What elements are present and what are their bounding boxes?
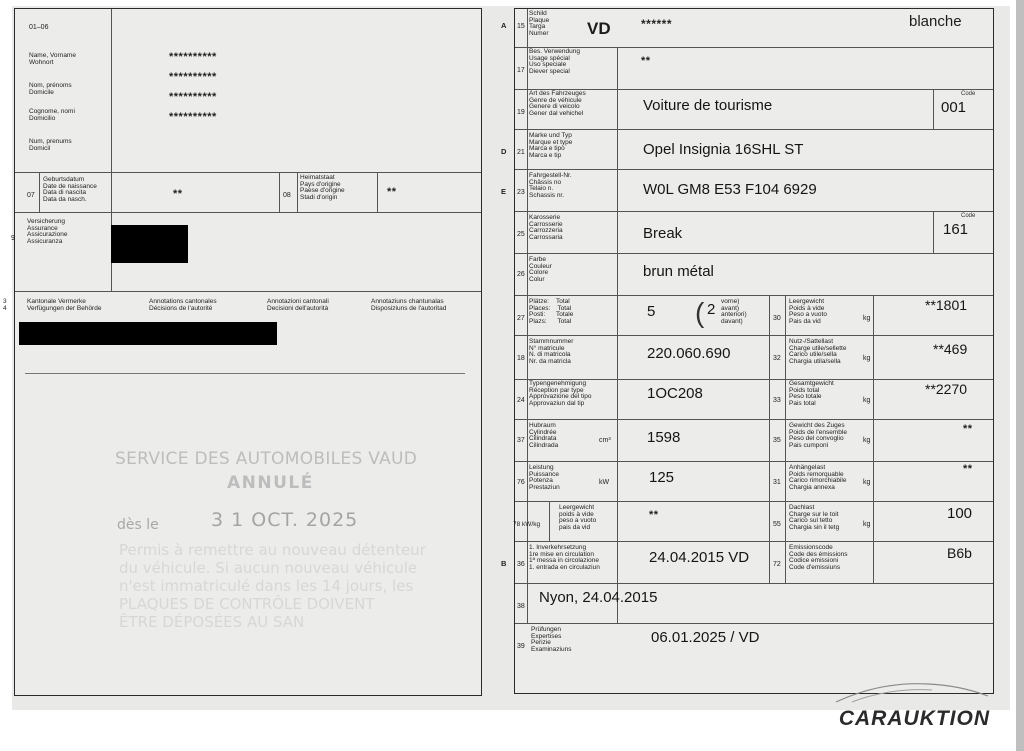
stamp-date: 3 1 OCT. 2025: [211, 509, 359, 531]
row27-number: 27: [517, 315, 525, 322]
row24-number: 24: [517, 397, 525, 404]
car-silhouette-icon: [832, 676, 992, 706]
emission-code-value: B6b: [947, 545, 972, 561]
seats-front-label: vorne) avant) anteriori) davant): [721, 298, 747, 325]
make-model-value: Opel Insignia 16SHL ST: [643, 141, 804, 158]
row76-number: 76: [517, 479, 525, 486]
row39-label: Prüfungen Expertises Perizie Examinaziuns: [531, 626, 572, 653]
row35-unit: kg: [863, 437, 871, 444]
faint-line-2: du véhicule. Si aucun nouveau véhicule: [119, 559, 418, 577]
annotation-col-rm: Annotaziuns chantunalas Disposiziuns de l'autoritad: [371, 298, 447, 312]
row33-label: Gesamtgewicht Poids total Peso totale Pais total: [789, 380, 834, 407]
row35-number: 35: [773, 437, 781, 444]
row37-unit: cm³: [599, 437, 611, 444]
row31-unit: kg: [863, 479, 871, 486]
row55-unit: kg: [863, 521, 871, 528]
row21-number: 21: [517, 149, 525, 156]
row30-unit: kg: [863, 315, 871, 322]
birth-value: **: [173, 188, 183, 200]
row30-label: Leergewicht Poids à vide Peso a vuoto Pais da vid: [789, 298, 827, 325]
row32-label: Nutz-/Sattellast Charge utile/sellette Carico utile/sella Chargia utila/sella: [789, 338, 847, 365]
row31-number: 31: [773, 479, 781, 486]
row32-unit: kg: [863, 355, 871, 362]
row21-label: Marke und Typ Marque et type Marca e tipo Marca e tip: [529, 132, 573, 159]
annotation-col-de: Kantonale Vermerke Verfügungen der Behörde: [27, 298, 102, 312]
letter-a: A: [501, 21, 507, 30]
row27-label: Plätze: Total Places: Total Posti: Totale Plazs: Total: [529, 298, 574, 325]
name-value: **********: [169, 51, 217, 63]
letter-b: B: [501, 559, 507, 568]
row76-label: Leistung Puissance Potenza Prestaziun: [529, 464, 560, 491]
row78-number: 78 kW/kg: [513, 521, 541, 528]
seats-bracket: (: [695, 297, 705, 328]
row38-number: 38: [517, 603, 525, 610]
cognome-label: Cognome, nomi Domicilio: [29, 108, 75, 122]
row33-unit: kg: [863, 397, 871, 404]
power-weight-value: **: [649, 509, 659, 521]
canton-value: VD: [587, 19, 611, 38]
annotation-redaction: [19, 322, 277, 345]
num-label: Num, prenums Domicil: [29, 138, 72, 152]
letter-d: D: [501, 147, 507, 156]
vertical-label: [0, 69, 1, 139]
faint-line-5: ÊTRE DÉPOSÉES AU SAN: [119, 613, 305, 631]
row76-unit: kW: [599, 479, 610, 486]
power-value: 125: [649, 469, 675, 486]
stamp-annule: ANNULÉ: [227, 473, 314, 493]
stamp-service: SERVICE DES AUTOMOBILES VAUD: [115, 449, 418, 469]
roof-load-value: 100: [947, 505, 973, 522]
insurance-number: 9: [11, 235, 15, 242]
row23-number: 23: [517, 189, 525, 196]
displacement-value: 1598: [647, 429, 681, 446]
birth-number: 07: [27, 192, 35, 199]
row72-label: Emissionscode Code des émissions Codice emissioni Code d'emissiuns: [789, 544, 848, 571]
body-code-label: Code: [961, 213, 976, 219]
plate-number: ******: [641, 17, 673, 31]
chassis-value: W0L GM8 E53 F104 6929: [643, 181, 817, 198]
vehicle-type-value: Voiture de tourisme: [643, 97, 773, 114]
birth-label: Geburtsdatum Date de naissance Data di nascita Data da nasch.: [43, 176, 97, 203]
faint-line-1: Permis à remettre au nouveau détenteur: [119, 541, 426, 559]
row18-number: 18: [517, 355, 525, 362]
stamp-date-label: dès le: [117, 517, 159, 533]
num-value: **********: [169, 111, 217, 123]
row32-number: 32: [773, 355, 781, 362]
first-registration-value: 24.04.2015 VD: [649, 549, 750, 566]
body-value: Break: [643, 225, 683, 242]
row26-label: Farbe Couleur Colore Colur: [529, 256, 552, 283]
ref-number: 01–06: [29, 24, 49, 31]
row15-number: 15: [517, 23, 525, 30]
vehicle-type-code-label: Code: [961, 91, 976, 97]
row55-number: 55: [773, 521, 781, 528]
type-approval-value: 1OC208: [647, 385, 703, 402]
row19-label: Art des Fahrzeuges Genre de véhicule Genere di veicolo Gener dal vehichel: [529, 90, 586, 117]
row25-label: Karosserie Carrosserie Carrozzeria Carrossaria: [529, 214, 563, 241]
payload-value: **469: [933, 341, 968, 357]
inspection-value: 06.01.2025 / VD: [651, 629, 760, 646]
row23-label: Fahrgestell-Nr. Châssis no Telaio n. Schassis nr.: [529, 172, 572, 199]
total-weight-value: **2270: [925, 381, 968, 397]
scan-edge: [1016, 0, 1024, 751]
row17-number: 17: [517, 67, 525, 74]
row17-label: Bes. Verwendung Usage spécial Uso speciale Diever special: [529, 48, 580, 75]
train-weight-value: **: [963, 423, 973, 435]
name-label: Name, Vorname Wohnort: [29, 52, 76, 66]
row35-label: Gewicht des Zuges Poids de l'ensemble Peso del convoglio Pais cumponì: [789, 422, 847, 449]
row36-number: 36: [517, 561, 525, 568]
body-code: 161: [943, 221, 969, 238]
faint-line-3: n'est immatriculé dans les 14 jours, les: [119, 577, 414, 595]
row55-label: Dachlast Charge sur le toit Carico sul tetto Chargia sin il tetg: [789, 504, 840, 531]
towing-value: **: [963, 463, 973, 475]
vehicle-type-code: 001: [941, 99, 967, 116]
row19-number: 19: [517, 109, 525, 116]
row18-label: Stammnummer N° matricule N. di matricola Nr. da matricla: [529, 338, 574, 365]
row31-label: Anhängelast Poids remorquable Carico rimorchiabile Chargia annexa: [789, 464, 847, 491]
nom-value: **********: [169, 71, 217, 83]
row26-number: 26: [517, 271, 525, 278]
row15-label: Schild Plaque Targa Numer: [529, 10, 550, 37]
vehicle-panel: [501, 8, 994, 694]
row72-number: 72: [773, 561, 781, 568]
seats-front: 2: [707, 301, 716, 318]
holder-panel: [3, 8, 482, 696]
row39-number: 39: [517, 643, 525, 650]
caraukt-logo: CARAUKTION: [838, 707, 990, 730]
seats-total: 5: [647, 303, 656, 320]
annotation-col-it: Annotazioni cantonali Decisioni dell'autorità: [267, 298, 329, 312]
row36-label: 1. Inverkehrsetzung 1re mise en circulation 1ª messa in circolazione 1. entrada en circulaziun: [529, 544, 600, 571]
origin-label: Heimatstaat Pays d'origine Paese d'origine Stadi d'origin: [300, 174, 345, 201]
insurance-label: Versicherung Assurance Assicurazione Assicuranza: [27, 218, 68, 245]
matricule-value: 220.060.690: [647, 345, 731, 362]
annotation-numbers: 3 4: [3, 298, 7, 312]
origin-number: 08: [283, 192, 291, 199]
color-value: brun métal: [643, 263, 714, 280]
place-date-value: Nyon, 24.04.2015: [539, 589, 658, 606]
faint-line-4: PLAQUES DE CONTRÔLE DOIVENT: [119, 595, 375, 613]
row24-label: Typengenehmigung Réception par type Approvazione del tipo Approvaziun dal tip: [529, 380, 592, 407]
insurance-redaction: [111, 225, 188, 263]
row37-label: Hubraum Cylindrée Cilindrata Cilindrada: [529, 422, 559, 449]
plate-color: blanche: [909, 13, 962, 30]
cognome-value: **********: [169, 91, 217, 103]
row30-number: 30: [773, 315, 781, 322]
nom-label: Nom, prénoms Domicile: [29, 82, 72, 96]
row78-label: Leergewicht poids à vide peso a vuoto pais da vid: [559, 504, 597, 531]
empty-weight-value: **1801: [925, 297, 968, 313]
row33-number: 33: [773, 397, 781, 404]
annotation-col-fr: Annotations cantonales Décisions de l'autorité: [149, 298, 217, 312]
row37-number: 37: [517, 437, 525, 444]
special-usage-value: **: [641, 55, 651, 67]
letter-e: E: [501, 187, 507, 196]
origin-value: **: [387, 186, 397, 198]
row25-number: 25: [517, 231, 525, 238]
